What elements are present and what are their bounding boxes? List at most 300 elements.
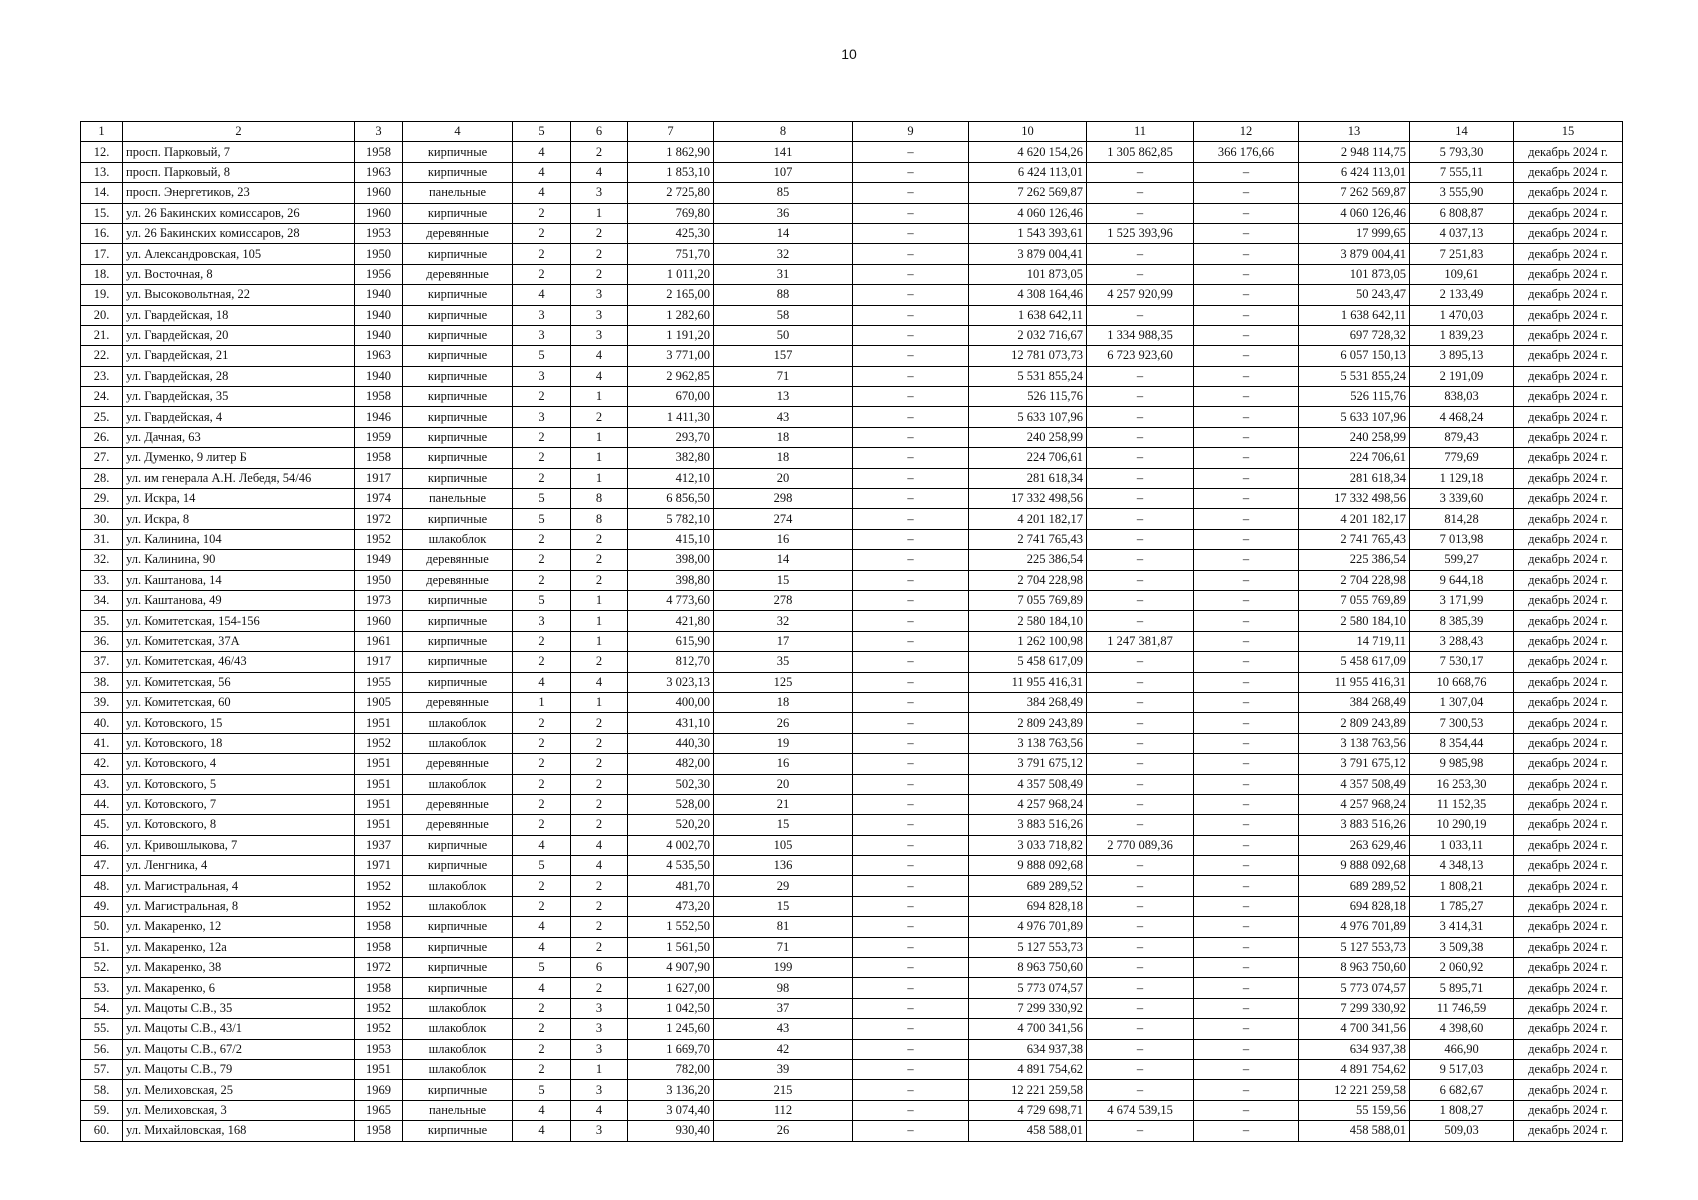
cell-completion-date: декабрь 2024 г. [1514,1019,1623,1039]
cell-year-built: 1961 [355,631,403,651]
cell-entrances: 2 [571,978,628,998]
cell-area: 440,30 [628,733,714,753]
cell-col-12: – [1194,896,1299,916]
cell-year-built: 1969 [355,1080,403,1100]
cell-address: ул. Мацоты С.В., 67/2 [123,1039,355,1059]
cell-col-9: – [853,285,969,305]
cell-completion-date: декабрь 2024 г. [1514,285,1623,305]
cell-col-13: 458 588,01 [1299,1121,1410,1141]
cell-floors: 4 [513,142,571,162]
cell-row-number: 14. [81,183,123,203]
column-header-3: 3 [355,122,403,142]
cell-year-built: 1940 [355,285,403,305]
cell-address: ул. Мелиховская, 25 [123,1080,355,1100]
cell-total-cost: 1 543 393,61 [969,223,1087,243]
table-row [81,183,1623,203]
cell-row-number: 45. [81,815,123,835]
cell-row-number: 37. [81,652,123,672]
cell-col-12: – [1194,407,1299,427]
table-row [81,570,1623,590]
cell-col-11: – [1087,590,1194,610]
cell-residents: 32 [714,244,853,264]
cell-col-14: 7 013,98 [1410,529,1514,549]
cell-col-12: – [1194,183,1299,203]
table-row [81,998,1623,1018]
cell-residents: 29 [714,876,853,896]
cell-address: ул. Мацоты С.В., 43/1 [123,1019,355,1039]
table-row [81,815,1623,835]
cell-year-built: 1950 [355,570,403,590]
cell-row-number: 44. [81,794,123,814]
cell-residents: 43 [714,407,853,427]
cell-total-cost: 1 638 642,11 [969,305,1087,325]
cell-total-cost: 7 262 569,87 [969,183,1087,203]
cell-residents: 37 [714,998,853,1018]
table-row [81,529,1623,549]
table-row [81,590,1623,610]
cell-address: ул. Комитетская, 60 [123,692,355,712]
column-header-14: 14 [1410,122,1514,142]
cell-row-number: 17. [81,244,123,264]
cell-col-12: – [1194,387,1299,407]
cell-row-number: 12. [81,142,123,162]
cell-floors: 3 [513,366,571,386]
cell-completion-date: декабрь 2024 г. [1514,468,1623,488]
cell-row-number: 41. [81,733,123,753]
cell-year-built: 1952 [355,896,403,916]
cell-year-built: 1940 [355,325,403,345]
cell-col-9: – [853,713,969,733]
cell-floors: 2 [513,244,571,264]
cell-wall-material: кирпичные [403,590,513,610]
cell-year-built: 1963 [355,162,403,182]
cell-completion-date: декабрь 2024 г. [1514,366,1623,386]
cell-col-9: – [853,427,969,447]
table-row [81,387,1623,407]
cell-col-11: – [1087,815,1194,835]
cell-residents: 157 [714,346,853,366]
cell-entrances: 3 [571,1121,628,1141]
cell-row-number: 43. [81,774,123,794]
cell-col-12: – [1194,264,1299,284]
cell-residents: 15 [714,570,853,590]
table-row [81,611,1623,631]
cell-col-11: – [1087,203,1194,223]
cell-completion-date: декабрь 2024 г. [1514,978,1623,998]
cell-col-13: 4 201 182,17 [1299,509,1410,529]
cell-col-9: – [853,325,969,345]
cell-wall-material: деревянные [403,550,513,570]
cell-year-built: 1940 [355,305,403,325]
cell-col-9: – [853,509,969,529]
cell-residents: 26 [714,713,853,733]
cell-completion-date: декабрь 2024 г. [1514,407,1623,427]
cell-year-built: 1940 [355,366,403,386]
cell-row-number: 56. [81,1039,123,1059]
cell-col-11: – [1087,244,1194,264]
cell-area: 769,80 [628,203,714,223]
cell-col-9: – [853,917,969,937]
cell-col-14: 10 290,19 [1410,815,1514,835]
cell-col-11: 1 525 393,96 [1087,223,1194,243]
cell-floors: 2 [513,1019,571,1039]
table-row [81,427,1623,447]
cell-year-built: 1960 [355,183,403,203]
cell-floors: 5 [513,856,571,876]
cell-wall-material: кирпичные [403,672,513,692]
cell-col-11: – [1087,896,1194,916]
table-row [81,917,1623,937]
cell-residents: 141 [714,142,853,162]
cell-col-9: – [853,815,969,835]
cell-col-13: 5 531 855,24 [1299,366,1410,386]
cell-area: 293,70 [628,427,714,447]
cell-entrances: 2 [571,244,628,264]
cell-address: ул. 26 Бакинских комиссаров, 26 [123,203,355,223]
cell-residents: 14 [714,550,853,570]
cell-residents: 21 [714,794,853,814]
cell-col-9: – [853,468,969,488]
cell-col-11: – [1087,692,1194,712]
cell-col-14: 4 348,13 [1410,856,1514,876]
cell-col-9: – [853,835,969,855]
table-row [81,489,1623,509]
cell-year-built: 1971 [355,856,403,876]
cell-wall-material: кирпичные [403,285,513,305]
cell-col-14: 1 839,23 [1410,325,1514,345]
cell-residents: 18 [714,427,853,447]
cell-wall-material: панельные [403,489,513,509]
cell-address: ул. Высоковольтная, 22 [123,285,355,305]
cell-col-11: – [1087,264,1194,284]
table-row [81,1080,1623,1100]
cell-area: 1 853,10 [628,162,714,182]
cell-wall-material: деревянные [403,570,513,590]
cell-col-9: – [853,162,969,182]
cell-col-12: – [1194,346,1299,366]
cell-floors: 5 [513,489,571,509]
cell-year-built: 1953 [355,223,403,243]
cell-year-built: 1955 [355,672,403,692]
cell-col-13: 5 773 074,57 [1299,978,1410,998]
cell-col-12: – [1194,1039,1299,1059]
cell-row-number: 38. [81,672,123,692]
cell-col-12: – [1194,223,1299,243]
cell-residents: 71 [714,366,853,386]
cell-total-cost: 11 955 416,31 [969,672,1087,692]
cell-total-cost: 7 299 330,92 [969,998,1087,1018]
cell-row-number: 24. [81,387,123,407]
cell-row-number: 26. [81,427,123,447]
cell-col-14: 1 129,18 [1410,468,1514,488]
cell-col-13: 225 386,54 [1299,550,1410,570]
cell-year-built: 1951 [355,794,403,814]
cell-entrances: 2 [571,713,628,733]
cell-total-cost: 9 888 092,68 [969,856,1087,876]
cell-floors: 3 [513,325,571,345]
table-row [81,713,1623,733]
cell-wall-material: кирпичные [403,1080,513,1100]
cell-col-12: – [1194,856,1299,876]
table-row [81,346,1623,366]
cell-total-cost: 3 883 516,26 [969,815,1087,835]
cell-address: просп. Парковый, 8 [123,162,355,182]
cell-col-12: – [1194,550,1299,570]
cell-wall-material: шлакоблок [403,1059,513,1079]
cell-completion-date: декабрь 2024 г. [1514,264,1623,284]
cell-area: 2 725,80 [628,183,714,203]
cell-wall-material: кирпичные [403,611,513,631]
cell-year-built: 1958 [355,937,403,957]
cell-col-13: 6 057 150,13 [1299,346,1410,366]
cell-residents: 125 [714,672,853,692]
cell-completion-date: декабрь 2024 г. [1514,937,1623,957]
cell-wall-material: шлакоблок [403,896,513,916]
cell-residents: 71 [714,937,853,957]
cell-col-12: – [1194,203,1299,223]
cell-entrances: 3 [571,1080,628,1100]
table-row [81,1039,1623,1059]
cell-total-cost: 4 357 508,49 [969,774,1087,794]
cell-year-built: 1917 [355,652,403,672]
cell-col-9: – [853,142,969,162]
cell-address: ул. Восточная, 8 [123,264,355,284]
cell-year-built: 1917 [355,468,403,488]
cell-area: 482,00 [628,754,714,774]
cell-year-built: 1952 [355,733,403,753]
cell-residents: 136 [714,856,853,876]
cell-completion-date: декабрь 2024 г. [1514,529,1623,549]
cell-floors: 4 [513,978,571,998]
cell-area: 3 771,00 [628,346,714,366]
cell-floors: 4 [513,285,571,305]
table-row [81,692,1623,712]
cell-residents: 199 [714,958,853,978]
cell-col-12: – [1194,529,1299,549]
cell-col-9: – [853,590,969,610]
cell-col-11: – [1087,162,1194,182]
column-header-15: 15 [1514,122,1623,142]
table-row [81,672,1623,692]
cell-floors: 2 [513,754,571,774]
cell-wall-material: шлакоблок [403,998,513,1018]
cell-completion-date: декабрь 2024 г. [1514,631,1623,651]
cell-total-cost: 101 873,05 [969,264,1087,284]
cell-completion-date: декабрь 2024 г. [1514,1059,1623,1079]
cell-entrances: 3 [571,285,628,305]
cell-entrances: 1 [571,387,628,407]
cell-col-13: 4 060 126,46 [1299,203,1410,223]
cell-col-14: 814,28 [1410,509,1514,529]
cell-row-number: 35. [81,611,123,631]
cell-col-9: – [853,774,969,794]
cell-area: 782,00 [628,1059,714,1079]
cell-total-cost: 5 633 107,96 [969,407,1087,427]
cell-entrances: 1 [571,203,628,223]
cell-col-9: – [853,448,969,468]
cell-floors: 4 [513,162,571,182]
cell-floors: 2 [513,774,571,794]
cell-address: ул. Котовского, 18 [123,733,355,753]
column-header-5: 5 [513,122,571,142]
cell-area: 412,10 [628,468,714,488]
cell-col-13: 50 243,47 [1299,285,1410,305]
cell-residents: 107 [714,162,853,182]
cell-total-cost: 4 257 968,24 [969,794,1087,814]
table-body [81,142,1623,1141]
cell-col-11: – [1087,754,1194,774]
cell-col-13: 4 976 701,89 [1299,917,1410,937]
cell-address: ул. Мелиховская, 3 [123,1100,355,1120]
cell-row-number: 48. [81,876,123,896]
cell-col-11: – [1087,366,1194,386]
cell-wall-material: кирпичные [403,244,513,264]
cell-col-9: – [853,1121,969,1141]
cell-entrances: 3 [571,998,628,1018]
table-row [81,162,1623,182]
cell-col-11: 1 305 862,85 [1087,142,1194,162]
cell-wall-material: кирпичные [403,407,513,427]
cell-col-11: – [1087,958,1194,978]
cell-col-13: 3 791 675,12 [1299,754,1410,774]
cell-completion-date: декабрь 2024 г. [1514,142,1623,162]
cell-year-built: 1960 [355,203,403,223]
cell-col-13: 17 999,65 [1299,223,1410,243]
cell-col-13: 2 580 184,10 [1299,611,1410,631]
cell-col-9: – [853,1080,969,1100]
cell-col-12: – [1194,978,1299,998]
cell-col-11: – [1087,407,1194,427]
cell-area: 1 245,60 [628,1019,714,1039]
cell-floors: 4 [513,1121,571,1141]
cell-col-13: 5 458 617,09 [1299,652,1410,672]
cell-year-built: 1958 [355,978,403,998]
cell-floors: 2 [513,203,571,223]
cell-completion-date: декабрь 2024 г. [1514,611,1623,631]
cell-residents: 112 [714,1100,853,1120]
cell-entrances: 2 [571,223,628,243]
cell-address: ул. Каштанова, 14 [123,570,355,590]
cell-residents: 58 [714,305,853,325]
cell-col-11: – [1087,305,1194,325]
cell-col-13: 55 159,56 [1299,1100,1410,1120]
table-row [81,652,1623,672]
cell-completion-date: декабрь 2024 г. [1514,815,1623,835]
cell-row-number: 13. [81,162,123,182]
cell-col-13: 17 332 498,56 [1299,489,1410,509]
cell-completion-date: декабрь 2024 г. [1514,876,1623,896]
cell-col-14: 8 385,39 [1410,611,1514,631]
cell-wall-material: кирпичные [403,937,513,957]
cell-address: ул. Искра, 14 [123,489,355,509]
cell-col-13: 1 638 642,11 [1299,305,1410,325]
cell-col-13: 14 719,11 [1299,631,1410,651]
cell-wall-material: шлакоблок [403,1019,513,1039]
cell-residents: 278 [714,590,853,610]
cell-col-12: – [1194,509,1299,529]
cell-year-built: 1951 [355,754,403,774]
cell-total-cost: 6 424 113,01 [969,162,1087,182]
cell-wall-material: панельные [403,1100,513,1120]
cell-address: ул. Котовского, 5 [123,774,355,794]
cell-col-14: 1 470,03 [1410,305,1514,325]
cell-area: 473,20 [628,896,714,916]
cell-col-14: 10 668,76 [1410,672,1514,692]
table-row [81,325,1623,345]
cell-total-cost: 12 221 259,58 [969,1080,1087,1100]
cell-floors: 3 [513,305,571,325]
cell-row-number: 28. [81,468,123,488]
cell-col-14: 3 509,38 [1410,937,1514,957]
cell-completion-date: декабрь 2024 г. [1514,162,1623,182]
cell-row-number: 59. [81,1100,123,1120]
cell-col-14: 3 288,43 [1410,631,1514,651]
cell-entrances: 8 [571,489,628,509]
cell-col-13: 3 883 516,26 [1299,815,1410,835]
cell-col-12: – [1194,672,1299,692]
cell-residents: 88 [714,285,853,305]
cell-address: ул. Магистральная, 4 [123,876,355,896]
cell-floors: 2 [513,1039,571,1059]
cell-col-12: – [1194,244,1299,264]
cell-col-13: 634 937,38 [1299,1039,1410,1059]
cell-wall-material: шлакоблок [403,529,513,549]
cell-row-number: 31. [81,529,123,549]
cell-residents: 18 [714,692,853,712]
cell-row-number: 52. [81,958,123,978]
cell-total-cost: 225 386,54 [969,550,1087,570]
cell-area: 751,70 [628,244,714,264]
cell-address: ул. Комитетская, 46/43 [123,652,355,672]
cell-col-12: – [1194,958,1299,978]
cell-wall-material: кирпичные [403,468,513,488]
cell-col-9: – [853,183,969,203]
cell-col-9: – [853,244,969,264]
cell-col-14: 9 644,18 [1410,570,1514,590]
cell-col-13: 2 741 765,43 [1299,529,1410,549]
cell-wall-material: кирпичные [403,1121,513,1141]
cell-col-14: 5 895,71 [1410,978,1514,998]
cell-row-number: 58. [81,1080,123,1100]
table-row [81,937,1623,957]
column-header-1: 1 [81,122,123,142]
cell-address: ул. Кривошлыкова, 7 [123,835,355,855]
cell-total-cost: 2 741 765,43 [969,529,1087,549]
cell-row-number: 47. [81,856,123,876]
cell-col-11: – [1087,570,1194,590]
cell-total-cost: 689 289,52 [969,876,1087,896]
cell-col-9: – [853,489,969,509]
table-row [81,754,1623,774]
cell-col-12: – [1194,692,1299,712]
table-row [81,366,1623,386]
cell-col-11: 6 723 923,60 [1087,346,1194,366]
table-row [81,1019,1623,1039]
cell-floors: 4 [513,937,571,957]
cell-wall-material: кирпичные [403,142,513,162]
cell-total-cost: 12 781 073,73 [969,346,1087,366]
cell-total-cost: 2 704 228,98 [969,570,1087,590]
table-row [81,835,1623,855]
cell-col-13: 2 704 228,98 [1299,570,1410,590]
cell-completion-date: декабрь 2024 г. [1514,1121,1623,1141]
cell-year-built: 1951 [355,1059,403,1079]
cell-floors: 2 [513,896,571,916]
cell-address: ул. Комитетская, 154-156 [123,611,355,631]
cell-address: ул. Гвардейская, 4 [123,407,355,427]
cell-address: ул. Комитетская, 37А [123,631,355,651]
cell-col-14: 3 895,13 [1410,346,1514,366]
